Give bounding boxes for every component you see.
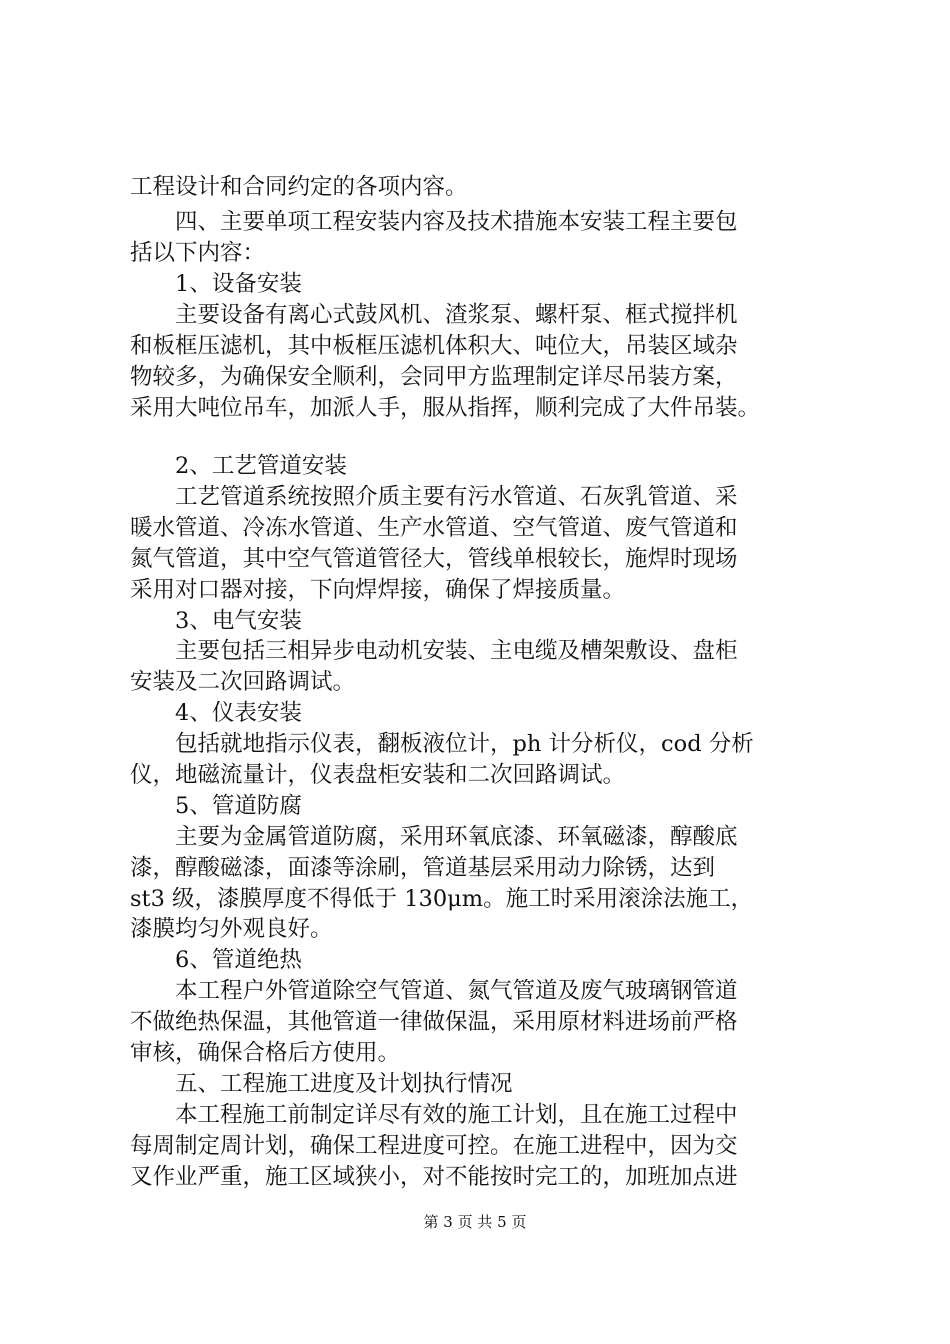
text-line: 漆膜均匀外观良好。 xyxy=(130,916,333,942)
text-line: 漆，醇酸磁漆，面漆等涂刷，管道基层采用动力除锈，达到 xyxy=(130,855,716,881)
text-line: 暖水管道、冷冻水管道、生产水管道、空气管道、废气管道和 xyxy=(130,515,738,541)
text-line: 采用大吨位吊车，加派人手，服从指挥，顺利完成了大件吊装。 xyxy=(130,395,761,421)
text-line: 本工程施工前制定详尽有效的施工计划，且在施工过程中 xyxy=(130,1102,738,1128)
text-line: 工程设计和合同约定的各项内容。 xyxy=(130,174,468,200)
text-line: 审核，确保合格后方使用。 xyxy=(130,1040,401,1066)
text-line: 工艺管道系统按照介质主要有污水管道、石灰乳管道、采 xyxy=(130,484,738,510)
text-line: 2、工艺管道安装 xyxy=(130,453,347,479)
text-line: 不做绝热保温，其他管道一律做保温，采用原材料进场前严格 xyxy=(130,1009,738,1035)
text-line: 仪，地磁流量计，仪表盘柜安装和二次回路调试。 xyxy=(130,762,626,788)
text-line: 每周制定周计划，确保工程进度可控。在施工进程中，因为交 xyxy=(130,1133,738,1159)
text-line: 氮气管道，其中空气管道管径大，管线单根较长，施焊时现场 xyxy=(130,546,738,572)
text-line: 和板框压滤机，其中板框压滤机体积大、吨位大，吊装区域杂 xyxy=(130,333,738,359)
text-line: 主要为金属管道防腐，采用环氧底漆、环氧磁漆，醇酸底 xyxy=(130,824,738,850)
text-line: 包括就地指示仪表，翻板液位计，ph 计分析仪，cod 分析 xyxy=(130,731,754,757)
text-line: 采用对口器对接，下向焊焊接，确保了焊接质量。 xyxy=(130,577,626,603)
text-line: 安装及二次回路调试。 xyxy=(130,669,356,695)
text-line: 主要设备有离心式鼓风机、渣浆泵、螺杆泵、框式搅拌机 xyxy=(130,302,738,328)
text-line: 6、管道绝热 xyxy=(130,947,302,973)
text-line: 括以下内容： xyxy=(130,240,266,266)
page-footer: 第 3 页 共 5 页 xyxy=(423,1213,527,1231)
text-line: 4、仪表安装 xyxy=(130,700,302,726)
text-line: 主要包括三相异步电动机安装、主电缆及槽架敷设、盘柜 xyxy=(130,638,738,664)
text-line: st3 级，漆膜厚度不得低于 130μm。施工时采用滚涂法施工， xyxy=(130,886,754,912)
text-line: 5、管道防腐 xyxy=(130,793,302,819)
text-line: 3、电气安装 xyxy=(130,608,302,634)
text-line: 1、设备安装 xyxy=(130,271,302,297)
text-line: 物较多，为确保安全顺利，会同甲方监理制定详尽吊装方案， xyxy=(130,364,738,390)
text-line: 五、工程施工进度及计划执行情况 xyxy=(130,1071,513,1097)
text-line: 叉作业严重，施工区域狭小，对不能按时完工的，加班加点进 xyxy=(130,1164,738,1190)
text-line: 本工程户外管道除空气管道、氮气管道及废气玻璃钢管道 xyxy=(130,978,738,1004)
text-line: 四、主要单项工程安装内容及技术措施本安装工程主要包 xyxy=(130,209,738,235)
